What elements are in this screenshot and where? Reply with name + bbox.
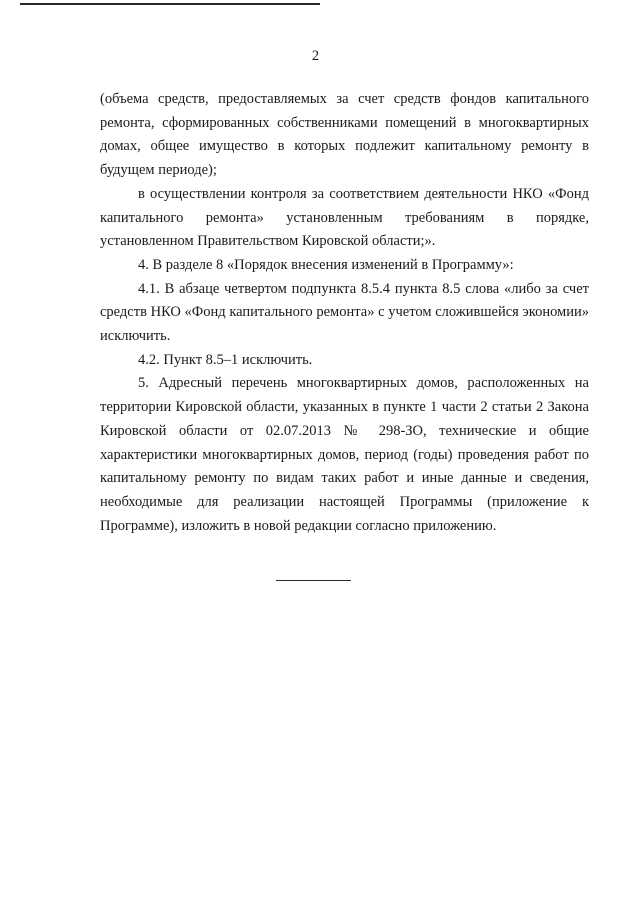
- paragraph-item-4-2: 4.2. Пункт 8.5–1 исключить.: [138, 351, 313, 368]
- paragraph-continuation: (объема средств, предоставляемых за счет средств фондов капитального ремонта, сформированных собственниками помещений в многоквартирных домах, общее имущество в которых подлежит капитальному ремонту в будущем периоде);: [100, 91, 589, 179]
- paragraph-item-5: 5. Адресный перечень многоквартирных домов, расположенных на территории Кировской области, указанных в пункте 1 части 2 статьи 2 Закона Кировской области от 02.07.2013 № 298-ЗО, технические и общие характеристики многоквартирных домов, период (годы) проведения работ по капитальному ремонту по видам таких работ и иные данные и сведения, необходимые для реализации настоящей Программы (приложение к Программе), изложить в новой редакции согласно приложению.: [100, 375, 589, 534]
- top-border-line: [20, 3, 320, 5]
- paragraph-control: в осуществлении контроля за соответствием деятельности НКО «Фонд капитального ремонта» установленным требованиям в порядке, установленном Правительством Кировской области;».: [100, 185, 589, 250]
- paragraph-section-8: 4. В разделе 8 «Порядок внесения изменений в Программу»:: [138, 256, 514, 273]
- document-body: [100, 88, 589, 538]
- end-of-text-line: [276, 580, 351, 581]
- page-number: 2: [311, 48, 320, 64]
- paragraph-item-4-1: 4.1. В абзаце четвертом подпункта 8.5.4 пункта 8.5 слова «либо за счет средств НКО «Фонд капитального ремонта» с учетом сложившейся экономии» исключить.: [100, 280, 589, 345]
